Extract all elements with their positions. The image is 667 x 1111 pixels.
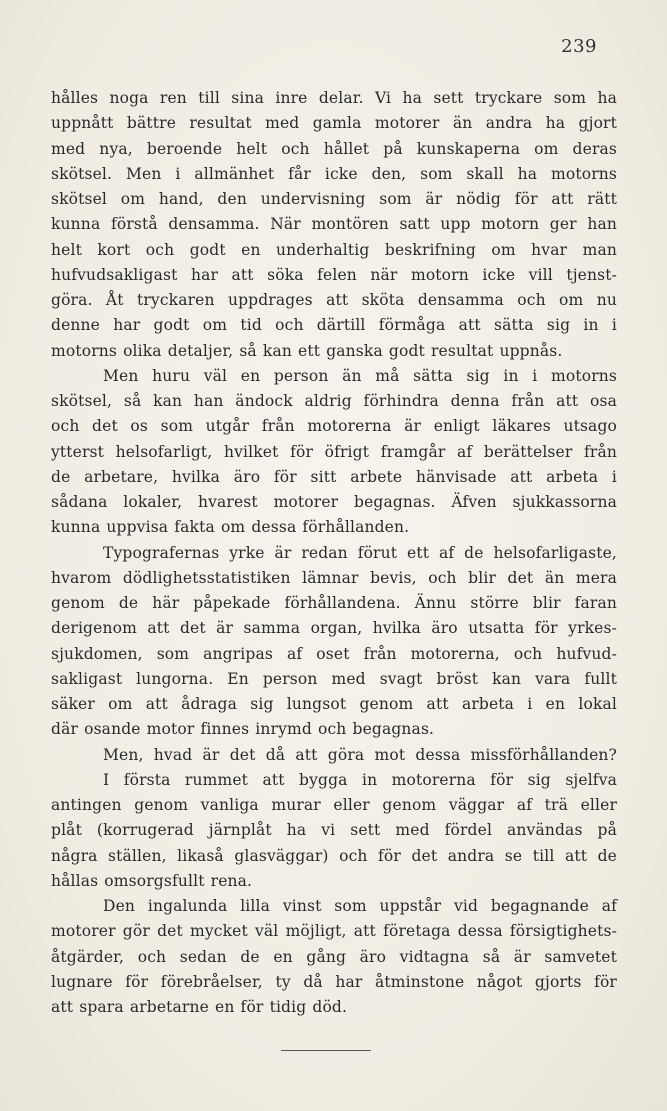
- text-line: med nya, beroende helt och hållet på kunskaperna om deras: [51, 139, 617, 158]
- text-line: sjukdomen, som angripas af oset från motorerna, och hufvud-: [51, 644, 617, 663]
- body-text: [51, 86, 617, 1020]
- text-line: ytterst helsofarligt, hvilket för öfrigt framgår af berättelser från: [51, 442, 617, 461]
- text-line: lugnare för förebråelser, ty då har åtminstone något gjorts för: [51, 972, 617, 991]
- text-line: några ställen, likaså glasväggar) och för det andra se till att de: [51, 846, 617, 865]
- text-line: derigenom att det är samma organ, hvilka äro utsatta för yrkes-: [51, 619, 617, 638]
- text-line: helt kort och godt en underhaltig beskrifning om hvar man: [51, 240, 617, 259]
- text-line: där osande motor finnes inrymd och begagnas.: [51, 720, 435, 739]
- end-rule-divider: [281, 1050, 371, 1051]
- text-line: motorns olika detaljer, så kan ett ganska godt resultat uppnås.: [51, 341, 563, 360]
- text-line: sådana lokaler, hvarest motorer begagnas. Äfven sjukkassorna: [51, 493, 617, 511]
- text-line: att spara arbetarne en för tidig död.: [51, 998, 348, 1016]
- text-line: antingen genom vanliga murar eller genom väggar af trä eller: [51, 796, 617, 814]
- text-line: hufvudsakligast har att söka felen när motorn icke vill tjenst-: [51, 265, 617, 284]
- text-line: säker om att ådraga sig lungsot genom att arbeta i en lokal: [51, 695, 617, 713]
- text-line: Typografernas yrke är redan förut ett af de helsofarligaste,: [103, 543, 617, 562]
- text-line: kunna förstå densamma. När montören satt upp motorn ger han: [51, 215, 617, 234]
- text-line: de arbetare, hvilka äro för sitt arbete hänvisade att arbeta i: [51, 467, 617, 486]
- text-line: kunna uppvisa fakta om dessa förhållanden.: [51, 518, 410, 537]
- page-number: 239: [561, 36, 597, 57]
- text-line: sakligast lungorna. En person med svagt bröst kan vara fullt: [51, 669, 617, 688]
- text-line: motorer gör det mycket väl möjligt, att företaga dessa försigtighets-: [51, 922, 617, 941]
- text-line: Den ingalunda lilla vinst som uppstår vid begagnande af: [103, 897, 617, 915]
- text-line: hållas omsorgsfullt rena.: [51, 871, 253, 890]
- text-line: och det os som utgår från motorerna är enligt läkares utsago: [51, 417, 617, 436]
- text-line: åtgärder, och sedan de en gång äro vidtagna så är samvetet: [51, 947, 617, 966]
- text-line: genom de här påpekade förhållandena. Ännu större blir faran: [51, 594, 617, 612]
- text-line: göra. Åt tryckaren uppdrages att sköta densamma och om nu: [51, 291, 617, 309]
- text-line: skötsel. Men i allmänhet får icke den, som skall ha motorns: [51, 164, 617, 183]
- text-line: hålles noga ren till sina inre delar. Vi ha sett tryckare som ha: [51, 89, 617, 107]
- text-line: plåt (korrugerad järnplåt ha vi sett med fördel användas på: [51, 821, 617, 840]
- text-line: skötsel om hand, den undervisning som är nödig för att rätt: [51, 190, 617, 208]
- text-line: Men, hvad är det då att göra mot dessa missförhållanden?: [103, 745, 617, 764]
- text-line: Men huru väl en person än må sätta sig in i motorns: [103, 366, 617, 385]
- text-line: I första rummet att bygga in motorerna för sig sjelfva: [103, 770, 617, 789]
- text-line: uppnått bättre resultat med gamla motorer än andra ha gjort: [51, 114, 617, 133]
- text-line: hvarom dödlighetsstatistiken lämnar bevis, och blir det än mera: [51, 568, 617, 587]
- text-line: skötsel, så kan han ändock aldrig förhindra denna från att osa: [51, 392, 617, 410]
- text-line: denne har godt om tid och därtill förmåga att sätta sig in i: [51, 316, 617, 335]
